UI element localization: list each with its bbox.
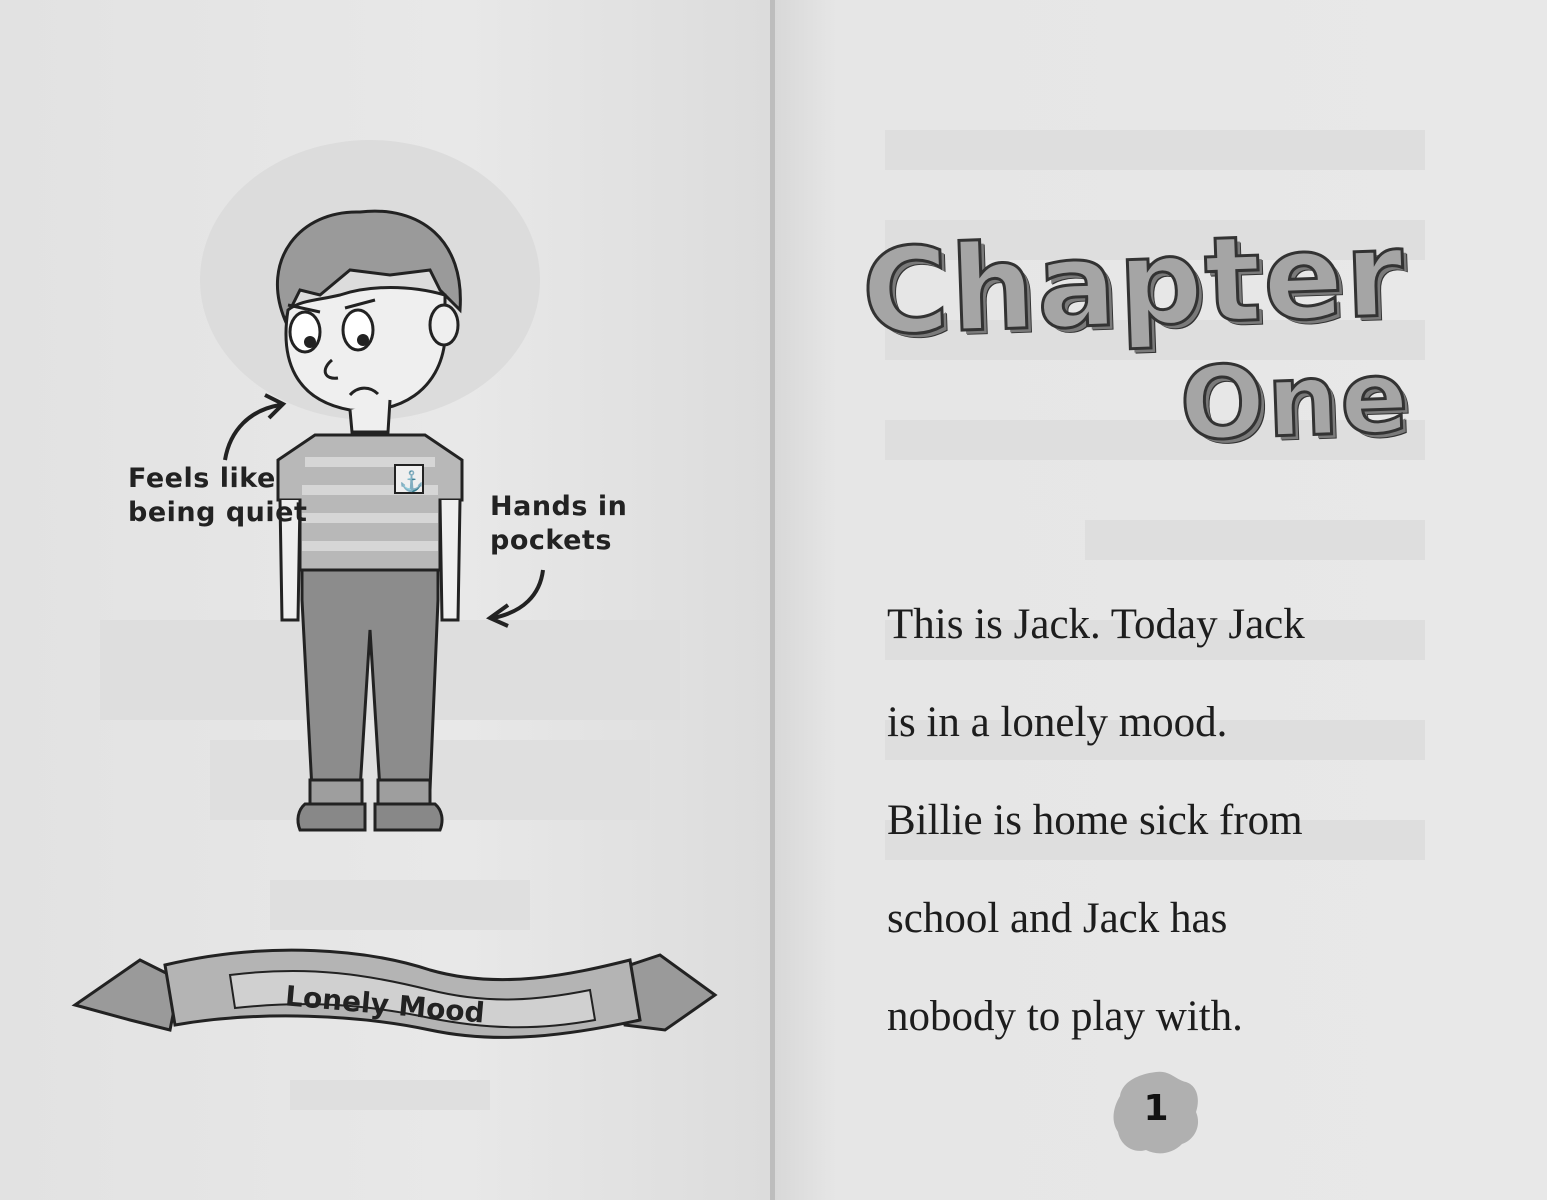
chapter-heading-number: One bbox=[1178, 338, 1412, 463]
chapter-heading-word: Chapter bbox=[859, 204, 1408, 362]
note-line: pockets bbox=[490, 525, 612, 556]
note-line: Hands in bbox=[490, 491, 628, 522]
anchor-icon: ⚓ bbox=[399, 469, 424, 493]
arrow-to-face bbox=[215, 390, 295, 470]
note-feels-like-being-quiet bbox=[128, 462, 328, 530]
story-line: nobody to play with. bbox=[887, 993, 1243, 1040]
page-number: 1 bbox=[1143, 1088, 1169, 1129]
note-hands-in-pockets bbox=[490, 490, 650, 558]
story-line: is in a lonely mood. bbox=[887, 699, 1228, 746]
note-line: being quiet bbox=[128, 497, 308, 528]
story-line: school and Jack has bbox=[887, 895, 1228, 942]
story-line: Billie is home sick from bbox=[887, 797, 1303, 844]
story-line: This is Jack. Today Jack bbox=[887, 601, 1305, 648]
banner-label: Lonely Mood bbox=[283, 979, 487, 1030]
left-page bbox=[0, 0, 772, 1200]
story-text bbox=[887, 600, 1447, 1090]
arrow-to-pockets bbox=[478, 560, 558, 630]
note-line: Feels like bbox=[128, 463, 276, 494]
